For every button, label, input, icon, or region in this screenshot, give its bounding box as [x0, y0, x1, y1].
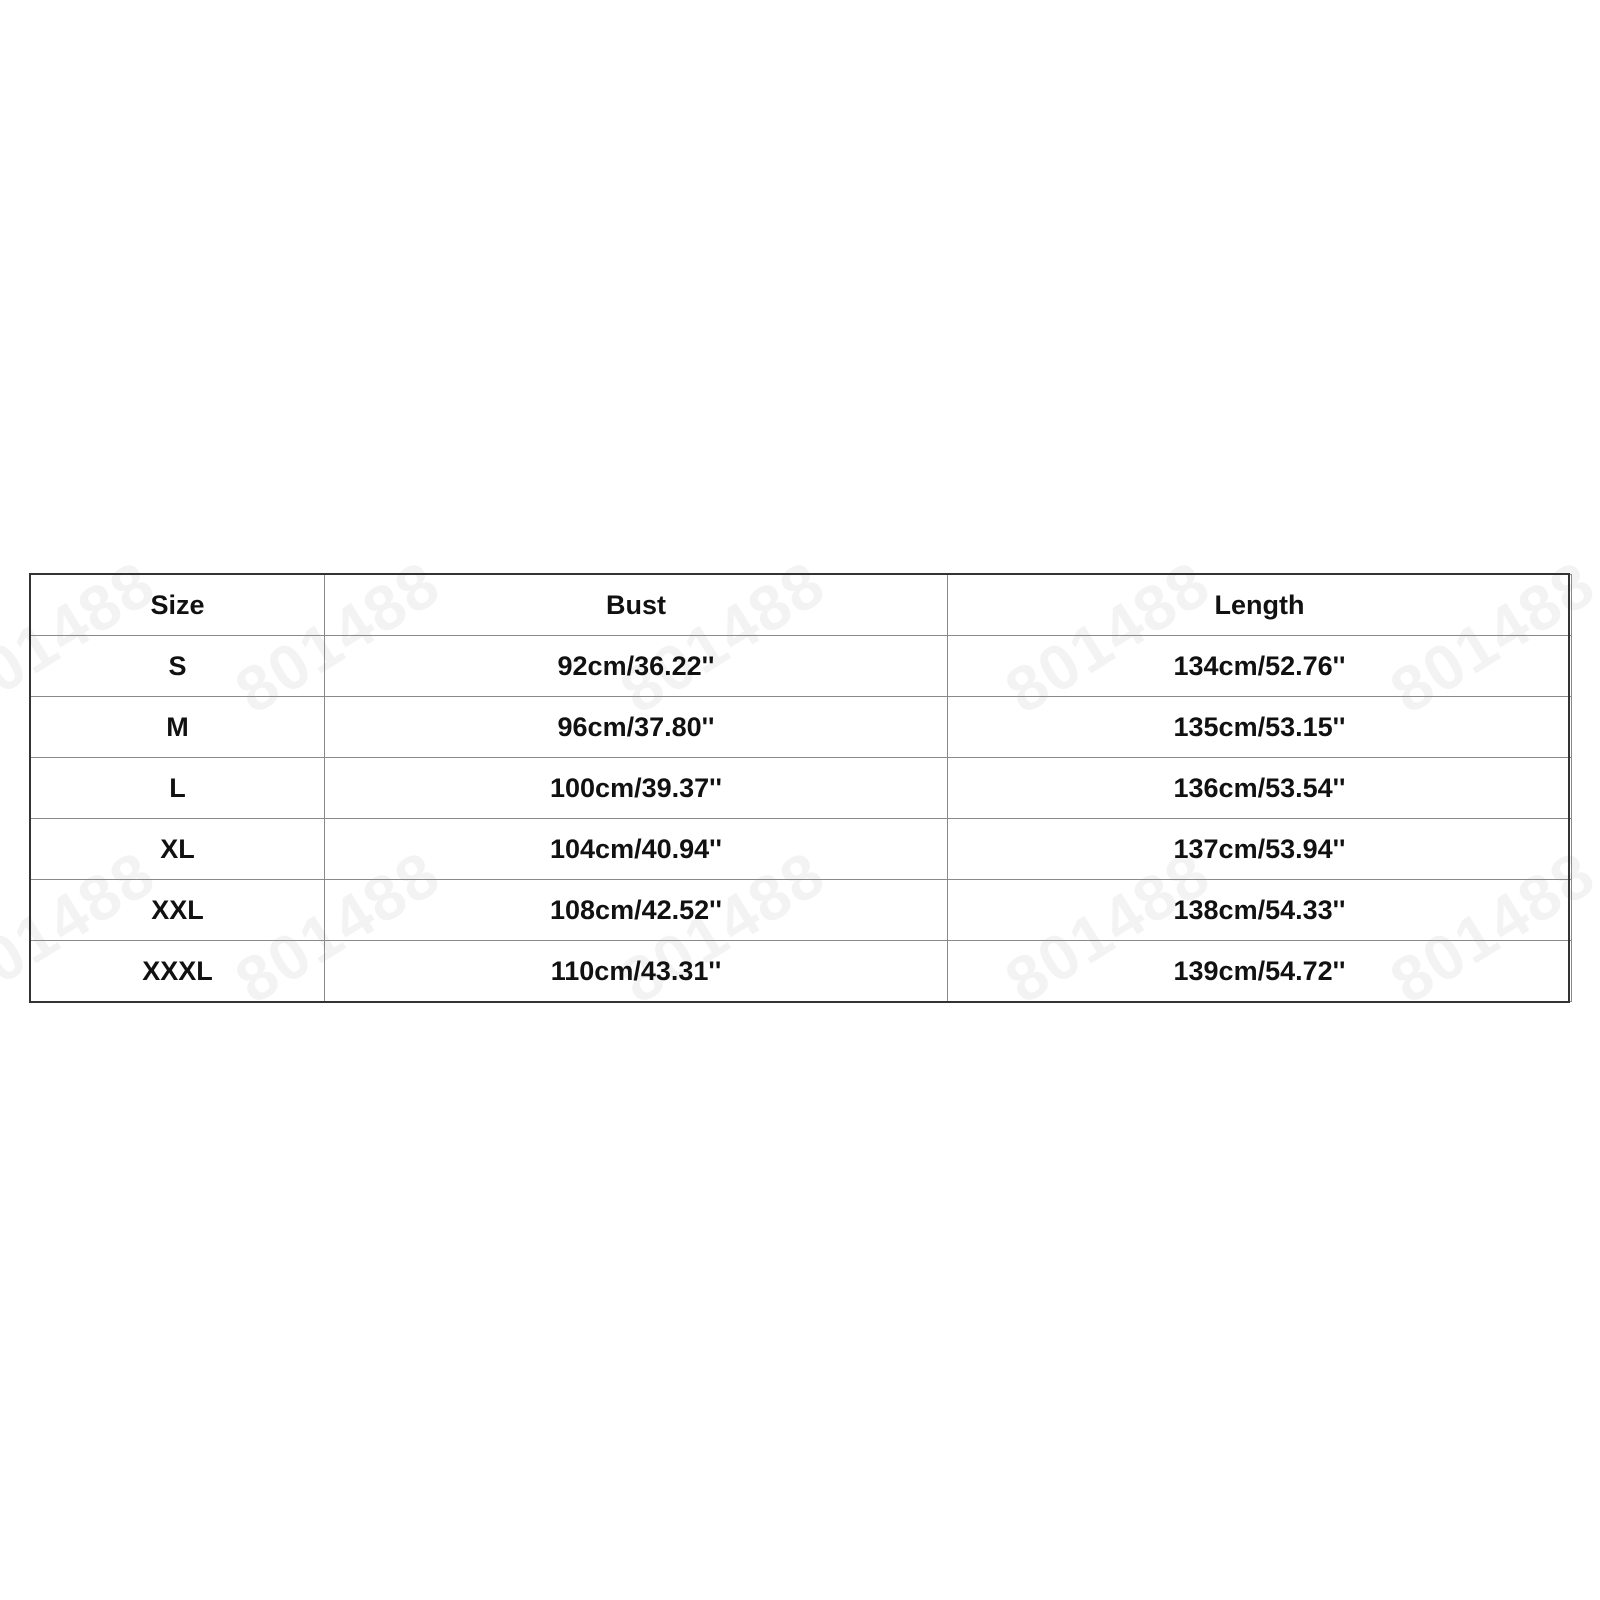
size-cell: XXL [31, 880, 325, 941]
bust-cell: 96cm/37.80'' [325, 697, 948, 758]
length-cell: 134cm/52.76'' [948, 636, 1572, 697]
table-row [31, 941, 1572, 1002]
length-cell: 138cm/54.33'' [948, 880, 1572, 941]
length-cell: 135cm/53.15'' [948, 697, 1572, 758]
size-cell: XL [31, 819, 325, 880]
table-row [31, 636, 1572, 697]
bust-cell: 92cm/36.22'' [325, 636, 948, 697]
length-cell: 139cm/54.72'' [948, 941, 1572, 1002]
length-cell: 137cm/53.94'' [948, 819, 1572, 880]
length-cell: 136cm/53.54'' [948, 758, 1572, 819]
table-row [31, 880, 1572, 941]
size-chart-table [30, 574, 1572, 1002]
size-cell: S [31, 636, 325, 697]
size-cell: L [31, 758, 325, 819]
table-row [31, 697, 1572, 758]
size-cell: M [31, 697, 325, 758]
table-header-row [31, 575, 1572, 636]
table-row [31, 819, 1572, 880]
header-length: Length [948, 575, 1572, 636]
size-cell: XXXL [31, 941, 325, 1002]
bust-cell: 108cm/42.52'' [325, 880, 948, 941]
header-bust: Bust [325, 575, 948, 636]
bust-cell: 100cm/39.37'' [325, 758, 948, 819]
table-row [31, 758, 1572, 819]
bust-cell: 104cm/40.94'' [325, 819, 948, 880]
header-size: Size [31, 575, 325, 636]
bust-cell: 110cm/43.31'' [325, 941, 948, 1002]
